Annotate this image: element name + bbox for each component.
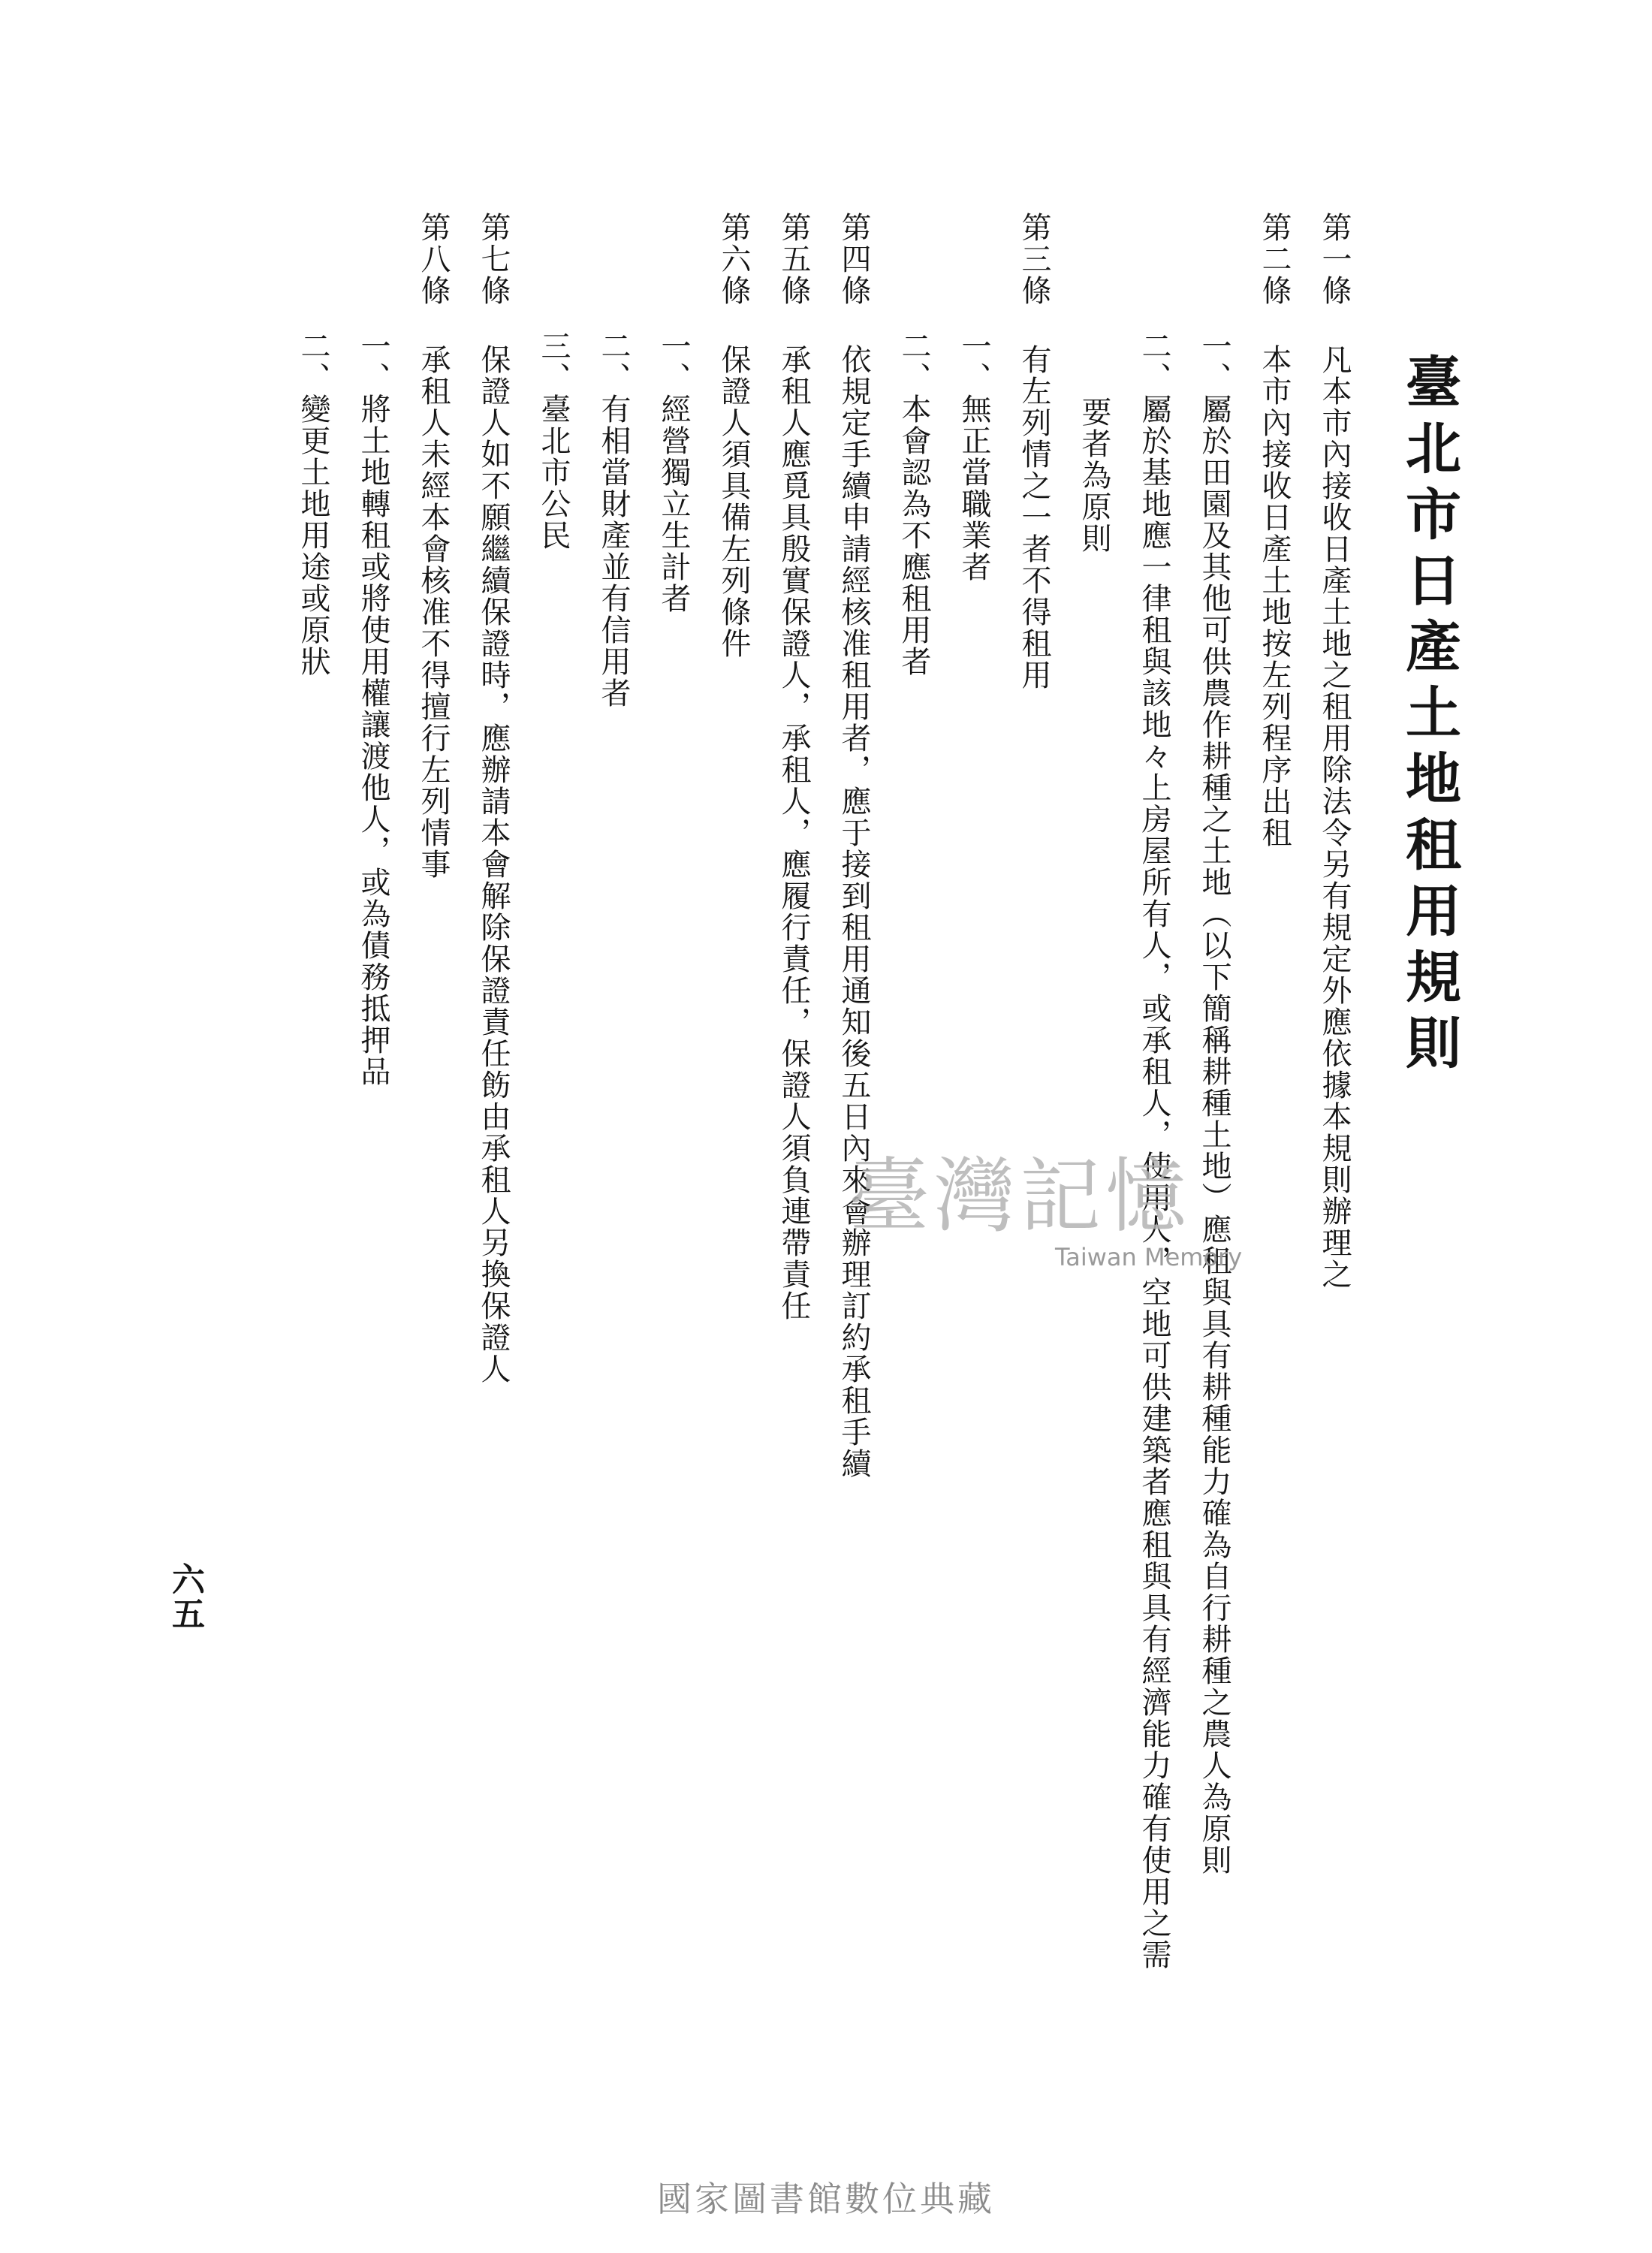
watermark-chinese: 臺灣記憶: [849, 1150, 1192, 1244]
article-5-label: 第五條: [776, 212, 811, 306]
article-1-label: 第一條: [1317, 212, 1352, 306]
article-6-item-1: 一、經營獨立生計者: [656, 330, 691, 614]
article-6-item-3: 三、臺北市公民: [536, 330, 571, 551]
article-3-text: 有左列情之一者不得租用: [1017, 344, 1051, 691]
article-8-item-1: 一、將土地轉租或將使用權讓渡他人，或為債務抵押品: [356, 330, 390, 1087]
article-4-label: 第四條: [837, 212, 871, 306]
article-2-item-2-cont: 要者為原則: [1077, 397, 1111, 554]
article-3-item-2: 二、本會認為不應租用者: [897, 330, 931, 677]
article-2-text: 本市內接收日產土地按左列程序出租: [1257, 344, 1292, 849]
article-4-text: 依規定手續申請經核准租用者，應于接到租用通知後五日內來會辦理訂約承租手續: [837, 344, 871, 1479]
watermark-english: Taiwan Memory: [1055, 1243, 1243, 1271]
page-number: 六五: [166, 1562, 204, 1631]
document-title: 臺北市日產土地租用規則: [1397, 353, 1461, 1080]
article-2-label: 第二條: [1257, 212, 1292, 306]
article-3-item-1: 一、無正當職業者: [957, 330, 991, 583]
article-8-label: 第八條: [416, 212, 451, 306]
watermark: [849, 1150, 1374, 1271]
article-3-label: 第三條: [1017, 212, 1051, 306]
article-2-item-1: 一、屬於田園及其他可供農作耕種之土地（以下簡稱耕種土地）應租與具有耕種能力確為自行耕種之農人為原則: [1197, 330, 1231, 1876]
article-8-item-2: 二、變更土地用途或原狀: [296, 330, 330, 677]
article-7-label: 第七條: [476, 212, 511, 306]
article-8-text: 承租人未經本會核准不得擅行左列情事: [416, 344, 451, 880]
article-6-text: 保證人須具備左列條件: [716, 344, 751, 659]
footer-credit: 國家圖書館數位典藏: [657, 2179, 995, 2219]
article-6-label: 第六條: [716, 212, 751, 306]
article-5-text: 承租人應覓具殷實保證人，承租人，應履行責任，保證人須負連帶責任: [776, 344, 811, 1322]
article-2-item-2: 二、屬於基地應一律租與該地々上房屋所有人，或承租人，使用人，空地可供建築者應租與具有經濟能力確有使用之需: [1137, 330, 1171, 1971]
article-6-item-2: 二、有相當財產並有信用者: [596, 330, 631, 709]
article-7-text: 保證人如不願繼續保證時，應辦請本會解除保證責任飭由承租人另換保證人: [476, 344, 511, 1385]
article-1-text: 凡本市內接收日產土地之租用除法令另有規定外應依據本規則辦理之: [1317, 344, 1352, 1290]
